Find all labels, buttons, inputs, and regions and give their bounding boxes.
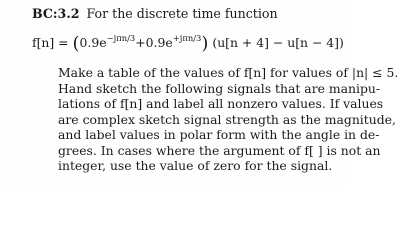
open-paren-large: ( (72, 33, 80, 54)
equation-window: (u[n + 4] − u[n − 4]) (212, 35, 344, 50)
problem-label: BC:3.2 (32, 6, 80, 21)
signal-equation (32, 28, 344, 58)
equation-term2-coef: 0.9e (145, 35, 173, 50)
instruction-line: integer, use the value of zero for the signal. (58, 158, 333, 173)
instruction-line: lations of f[n] and label all nonzero values. If values (58, 96, 384, 111)
instructions-paragraph (58, 65, 398, 174)
instruction-line: grees. In cases where the argument of f[ ] is not an (58, 142, 381, 158)
equation-lhs: f[n] = (32, 35, 69, 50)
instruction-line: Hand sketch the following signals that are manipu- (58, 80, 381, 96)
equation-term2-exponent: +jπn/3 (172, 33, 202, 43)
equation-term1-coef: 0.9e (79, 35, 107, 50)
close-paren-large: ) (201, 33, 209, 54)
equation-plus: + (135, 35, 146, 50)
instruction-line: and label values in polar form with the angle in de- (58, 127, 380, 142)
equation-term1-exponent: −jπn/3 (106, 33, 136, 43)
instruction-line: are complex sketch signal strength as the magnitude, (58, 111, 396, 127)
problem-heading (32, 6, 278, 21)
instruction-line: Make a table of the values of f[n] for values of |n| ≤ 5. (58, 65, 398, 80)
problem-intro: For the discrete time function (86, 6, 278, 21)
